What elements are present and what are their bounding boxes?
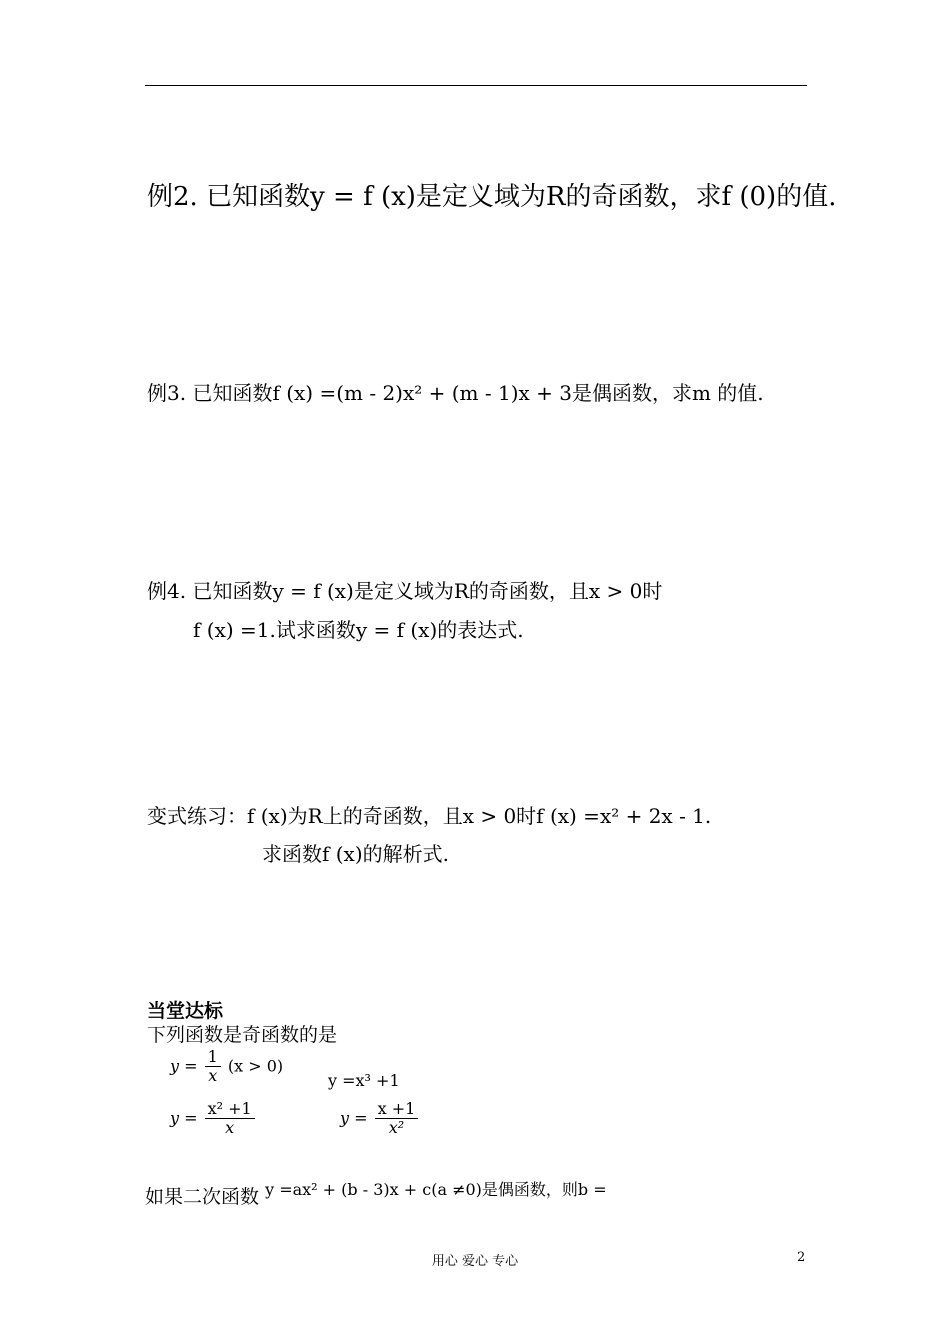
- option-d: [340, 1100, 420, 1138]
- option-d-numerator: x +1: [375, 1100, 419, 1119]
- page-number: 2: [797, 1250, 806, 1265]
- example-4-line-1: 例4. 已知函数y = f (x)是定义域为R的奇函数，且x > 0时: [147, 579, 663, 603]
- variant-exercise-line-1: 变式练习：f (x)为R上的奇函数，且x > 0时f (x) =x² + 2x - 1.: [147, 804, 712, 828]
- option-d-denominator: x²: [388, 1118, 405, 1138]
- footer-slogan: 用心 爱心 专心: [431, 1254, 519, 1269]
- question-2-expression: y =ax² + (b - 3)x + c(a ≠0)是偶函数，则b =: [265, 1180, 607, 1199]
- option-a: [170, 1048, 283, 1086]
- variant-exercise-line-2: 求函数f (x)的解析式.: [262, 842, 450, 866]
- question-2: [145, 1182, 607, 1209]
- option-a-numerator: 1: [205, 1048, 221, 1067]
- option-d-fraction: [375, 1100, 419, 1138]
- option-a-condition: (x > 0): [227, 1056, 284, 1076]
- option-c-denominator: x: [225, 1118, 235, 1138]
- example-3: 例3. 已知函数f (x) =(m - 2)x² + (m - 1)x + 3是偶函数，求m 的值.: [147, 381, 764, 405]
- option-c-fraction: [205, 1100, 255, 1138]
- section-title: 当堂达标: [147, 1000, 224, 1022]
- question-2-prefix: 如果二次函数: [145, 1186, 260, 1208]
- option-a-denominator: x: [208, 1066, 218, 1086]
- option-c-lhs: y =: [170, 1108, 198, 1128]
- option-a-fraction: [205, 1048, 221, 1086]
- header-rule: [145, 85, 807, 86]
- option-a-lhs: y =: [170, 1056, 198, 1076]
- option-c: [170, 1100, 257, 1138]
- option-d-lhs: y =: [340, 1108, 368, 1128]
- question-1: 下列函数是奇函数的是: [147, 1024, 338, 1046]
- example-2: 例2. 已知函数y = f (x)是定义域为R的奇函数，求f (0)的值.: [147, 182, 837, 212]
- option-b: y =x³ +1: [328, 1071, 400, 1090]
- option-c-numerator: x² +1: [205, 1100, 255, 1119]
- example-4-line-2: f (x) =1.试求函数y = f (x)的表达式.: [193, 618, 524, 642]
